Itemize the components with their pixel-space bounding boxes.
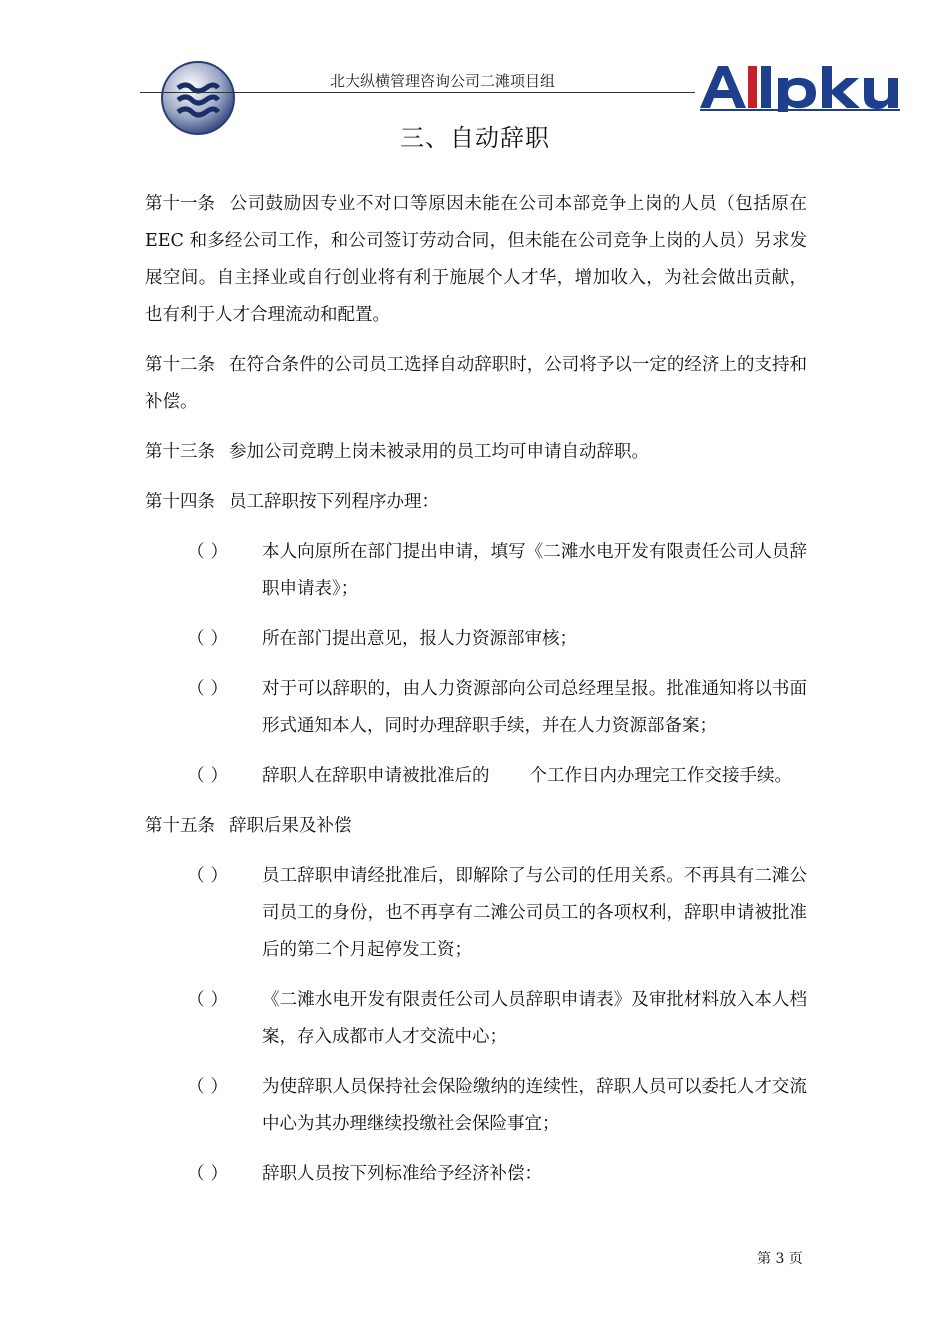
article-text: 在符合条件的公司员工选择自动辞职时，公司将予以一定的经济上的支持和补偿。 [145,355,807,412]
header-divider [140,92,695,93]
list-item [145,858,807,969]
article-number: 第十五条 [145,816,215,836]
item-marker: （） [187,1164,234,1184]
item-text: 本人向原所在部门提出申请，填写《二滩水电开发有限责任公司人员辞职申请表》； [262,542,807,599]
item-marker: （） [187,866,234,886]
item-text: 员工辞职申请经批准后，即解除了与公司的任用关系。不再具有二滩公司员工的身份，也不再享有二滩公司员工的各项权利，辞职申请被批准后的第二个月起停发工资； [262,866,807,960]
list-item [145,671,807,745]
article-number: 第十四条 [145,492,215,512]
page-number: 第 3 页 [757,1251,803,1267]
article-15 [145,808,807,845]
article-text: 参加公司竞聘上岗未被录用的员工均可申请自动辞职。 [229,442,649,462]
article-text: 辞职后果及补偿 [229,816,352,836]
header-title: 北大纵横管理咨询公司二滩项目组 [330,72,556,90]
article-number: 第十三条 [145,442,215,462]
alpku-logo [698,62,910,112]
item-marker: （） [187,679,234,699]
list-item [145,1069,807,1143]
item-text: 对于可以辞职的，由人力资源部向公司总经理呈报。批准通知将以书面形式通知本人，同时办理辞职手续，并在人力资源部备案； [262,679,807,736]
item-marker: （） [187,766,234,786]
section-title: 三、自动辞职 [400,124,550,152]
article-14 [145,484,807,521]
article-text: 员工辞职按下列程序办理： [229,492,439,512]
article-13 [145,434,807,471]
item-text: 为使辞职人员保持社会保险缴纳的连续性，辞职人员可以委托人才交流中心为其办理继续投缴社会保险事宜； [262,1077,807,1134]
article-text: 公司鼓励因专业不对口等原因未能在公司本部竞争上岗的人员（包括原在 EEC 和多经公司工作，和公司签订劳动合同，但未能在公司竞争上岗的人员）另求发展空间。自主择业或自行创业将有利于施展个人才华，增加收入，为社会做出贡献，也有利于人才合理流动和配置。 [145,194,807,325]
item-text: 所在部门提出意见，报人力资源部审核； [262,629,577,649]
item-marker: （） [187,1077,234,1097]
item-text: 《二滩水电开发有限责任公司人员辞职申请表》及审批材料放入本人档案，存入成都市人才交流中心； [262,990,807,1047]
item-text [262,758,807,795]
list-item [145,534,807,608]
list-item [145,982,807,1056]
article-number: 第十一条 [145,194,215,214]
article-11 [145,186,807,334]
list-item [145,621,807,658]
item-text-before-blank: 辞职人在辞职申请被批准后的 [262,766,490,786]
list-item [145,1156,807,1193]
item-marker: （） [187,542,234,562]
item-marker: （） [187,990,234,1010]
list-item [145,758,807,795]
article-12 [145,347,807,421]
document-body [145,186,807,1206]
article-number: 第十二条 [145,355,215,375]
item-marker: （） [187,629,234,649]
item-text: 辞职人员按下列标准给予经济补偿： [262,1164,542,1184]
item-text-after-blank: 个工作日内办理完工作交接手续。 [529,766,792,786]
